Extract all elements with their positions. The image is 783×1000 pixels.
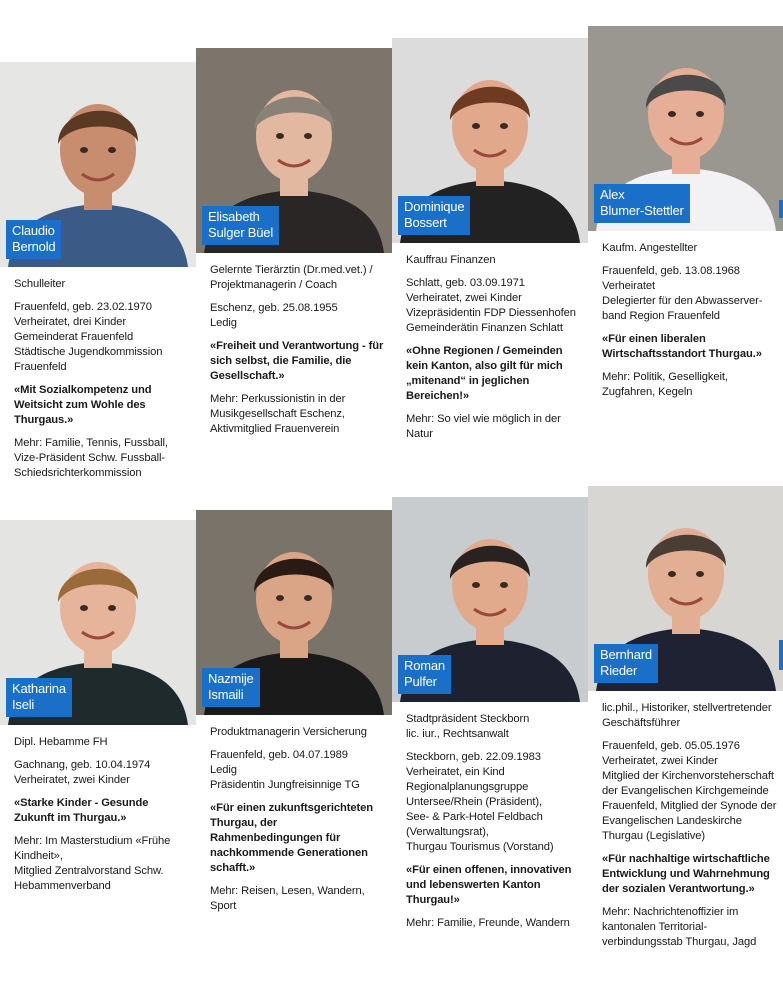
portrait-photo <box>392 38 588 243</box>
occupation: Stadtpräsident Steckborn lic. iur., Rechtsanwalt <box>406 713 530 740</box>
candidate-card <box>392 38 588 450</box>
accent-bar-top <box>779 200 783 218</box>
hobbies: Mehr: Nachrichtenoffizier im kantonalen Territorial-verbindungsstab Thurgau, Jagd <box>602 906 757 948</box>
candidate-card <box>588 486 783 958</box>
name-tag <box>398 196 470 235</box>
candidate-card <box>196 510 392 922</box>
first-name: Alex <box>600 187 625 202</box>
candidate-card <box>588 26 783 408</box>
personal-details: Steckborn, geb. 22.09.1983 Verheiratet, ein Kind Regionalplanungsgruppe Untersee/Rhein (Präsident), See- & Park-Hotel Feldbach (Verwaltungsrat), Thurgau Tourismus (Vorstand) <box>406 751 554 853</box>
name-tag <box>6 678 72 717</box>
hobbies: Mehr: Politik, Geselligkeit, Zugfahren, Kegeln <box>602 371 728 398</box>
motto-quote: «Für einen zukunftsgerichteten Thurgau, der Rahmenbedingungen für nachkommende Generationen schafft.» <box>210 802 373 874</box>
last-name: Sulger Büel <box>208 225 274 240</box>
last-name: Blumer-Stettler <box>600 203 684 218</box>
portrait-photo <box>196 48 392 253</box>
hobbies: Mehr: Familie, Tennis, Fussball, Vize-Präsident Schw. Fussball-Schiedsrichterkommission <box>14 437 168 479</box>
candidate-info <box>196 253 392 437</box>
personal-details: Frauenfeld, geb. 23.02.1970 Verheiratet, drei Kinder Gemeinderat Frauenfeld Städtische Jugendkommission Frauenfeld <box>14 301 163 373</box>
first-name: Nazmije <box>208 671 254 686</box>
portrait-photo <box>0 520 196 725</box>
first-name: Elisabeth <box>208 209 260 224</box>
name-tag <box>6 220 61 259</box>
last-name: Bossert <box>404 215 447 230</box>
occupation: Kauffrau Finanzen <box>406 254 496 266</box>
first-name: Dominique <box>404 199 465 214</box>
personal-details: Gachnang, geb. 10.04.1974 Verheiratet, zwei Kinder <box>14 759 151 786</box>
occupation: Dipl. Hebamme FH <box>14 736 108 748</box>
motto-quote: «Für einen liberalen Wirtschaftsstandort Thurgau.» <box>602 333 762 360</box>
hobbies: Mehr: Reisen, Lesen, Wandern, Sport <box>210 885 365 912</box>
last-name: Ismaili <box>208 687 244 702</box>
motto-quote: «Mit Sozialkompetenz und Weitsicht zum Wohle des Thurgaus.» <box>14 384 152 426</box>
candidate-card <box>392 497 588 939</box>
candidate-info <box>588 231 783 400</box>
last-name: Bernold <box>12 239 56 254</box>
name-tag <box>202 668 260 707</box>
candidate-info <box>196 715 392 914</box>
candidate-info <box>392 702 588 931</box>
candidate-info <box>392 243 588 442</box>
hobbies: Mehr: Perkussionistin in der Musikgesellschaft Eschenz, Aktivmitglied Frauenverein <box>210 393 346 435</box>
last-name: Rieder <box>600 663 638 678</box>
portrait-photo <box>196 510 392 715</box>
personal-details: Frauenfeld, geb. 13.08.1968 Verheiratet Delegierter für den Abwasserver-band Region Frauenfeld <box>602 265 763 322</box>
occupation: Schulleiter <box>14 278 66 290</box>
motto-quote: «Ohne Regionen / Gemeinden kein Kanton, also gilt für mich „mitenand“ in jeglichen Bereichen!» <box>406 345 563 402</box>
portrait-photo <box>392 497 588 702</box>
candidate-card <box>196 48 392 445</box>
candidate-info <box>588 691 783 950</box>
occupation: lic.phil., Historiker, stellvertretender Geschäftsführer <box>602 702 772 729</box>
first-name: Bernhard <box>600 647 652 662</box>
motto-quote: «Starke Kinder - Gesunde Zukunft im Thurgau.» <box>14 797 149 824</box>
hobbies: Mehr: Im Masterstudium «Frühe Kindheit», Mitglied Zentralvorstand Schw. Hebammenverband <box>14 835 171 892</box>
name-tag <box>398 655 451 694</box>
portrait-photo <box>588 26 783 231</box>
name-tag <box>594 644 658 683</box>
hobbies: Mehr: Familie, Freunde, Wandern <box>406 917 570 929</box>
accent-bar-bottom <box>779 640 783 670</box>
candidate-card <box>0 62 196 489</box>
hobbies: Mehr: So viel wie möglich in der Natur <box>406 413 561 440</box>
first-name: Katharina <box>12 681 66 696</box>
name-tag <box>594 184 690 223</box>
personal-details: Frauenfeld, geb. 05.05.1976 Verheiratet, zwei Kinder Mitglied der Kirchenvorsteherschaft der Evangelischen Kirchgemeinde Frauenfeld, Mitglied der Synode der Evangelischen Landeskirche Thurgau (Legislative) <box>602 740 777 842</box>
personal-details: Eschenz, geb. 25.08.1955 Ledig <box>210 302 338 329</box>
motto-quote: «Für nachhaltige wirtschaftliche Entwicklung und Wahrnehmung der sozialen Verantwortung.» <box>602 853 770 895</box>
motto-quote: «Freiheit und Verantwortung - für sich selbst, die Familie, die Gesellschaft.» <box>210 340 384 382</box>
occupation: Gelernte Tierärztin (Dr.med.vet.) / Projektmanagerin / Coach <box>210 264 373 291</box>
first-name: Claudio <box>12 223 55 238</box>
candidate-info <box>0 267 196 481</box>
occupation: Produktmanagerin Versicherung <box>210 726 367 738</box>
personal-details: Schlatt, geb. 03.09.1971 Verheiratet, zwei Kinder Vizepräsidentin FDP Diessenhofen Gemeinderätin Finanzen Schlatt <box>406 277 576 334</box>
last-name: Pulfer <box>404 674 437 689</box>
personal-details: Frauenfeld, geb. 04.07.1989 Ledig Präsidentin Jungfreisinnige TG <box>210 749 360 791</box>
motto-quote: «Für einen offenen, innovativen und lebenswerten Kanton Thurgau!» <box>406 864 572 906</box>
candidate-card <box>0 520 196 902</box>
portrait-photo <box>588 486 783 691</box>
first-name: Roman <box>404 658 445 673</box>
last-name: Iseli <box>12 697 35 712</box>
occupation: Kaufm. Angestellter <box>602 242 698 254</box>
portrait-photo <box>0 62 196 267</box>
name-tag <box>202 206 279 245</box>
candidate-info <box>0 725 196 894</box>
